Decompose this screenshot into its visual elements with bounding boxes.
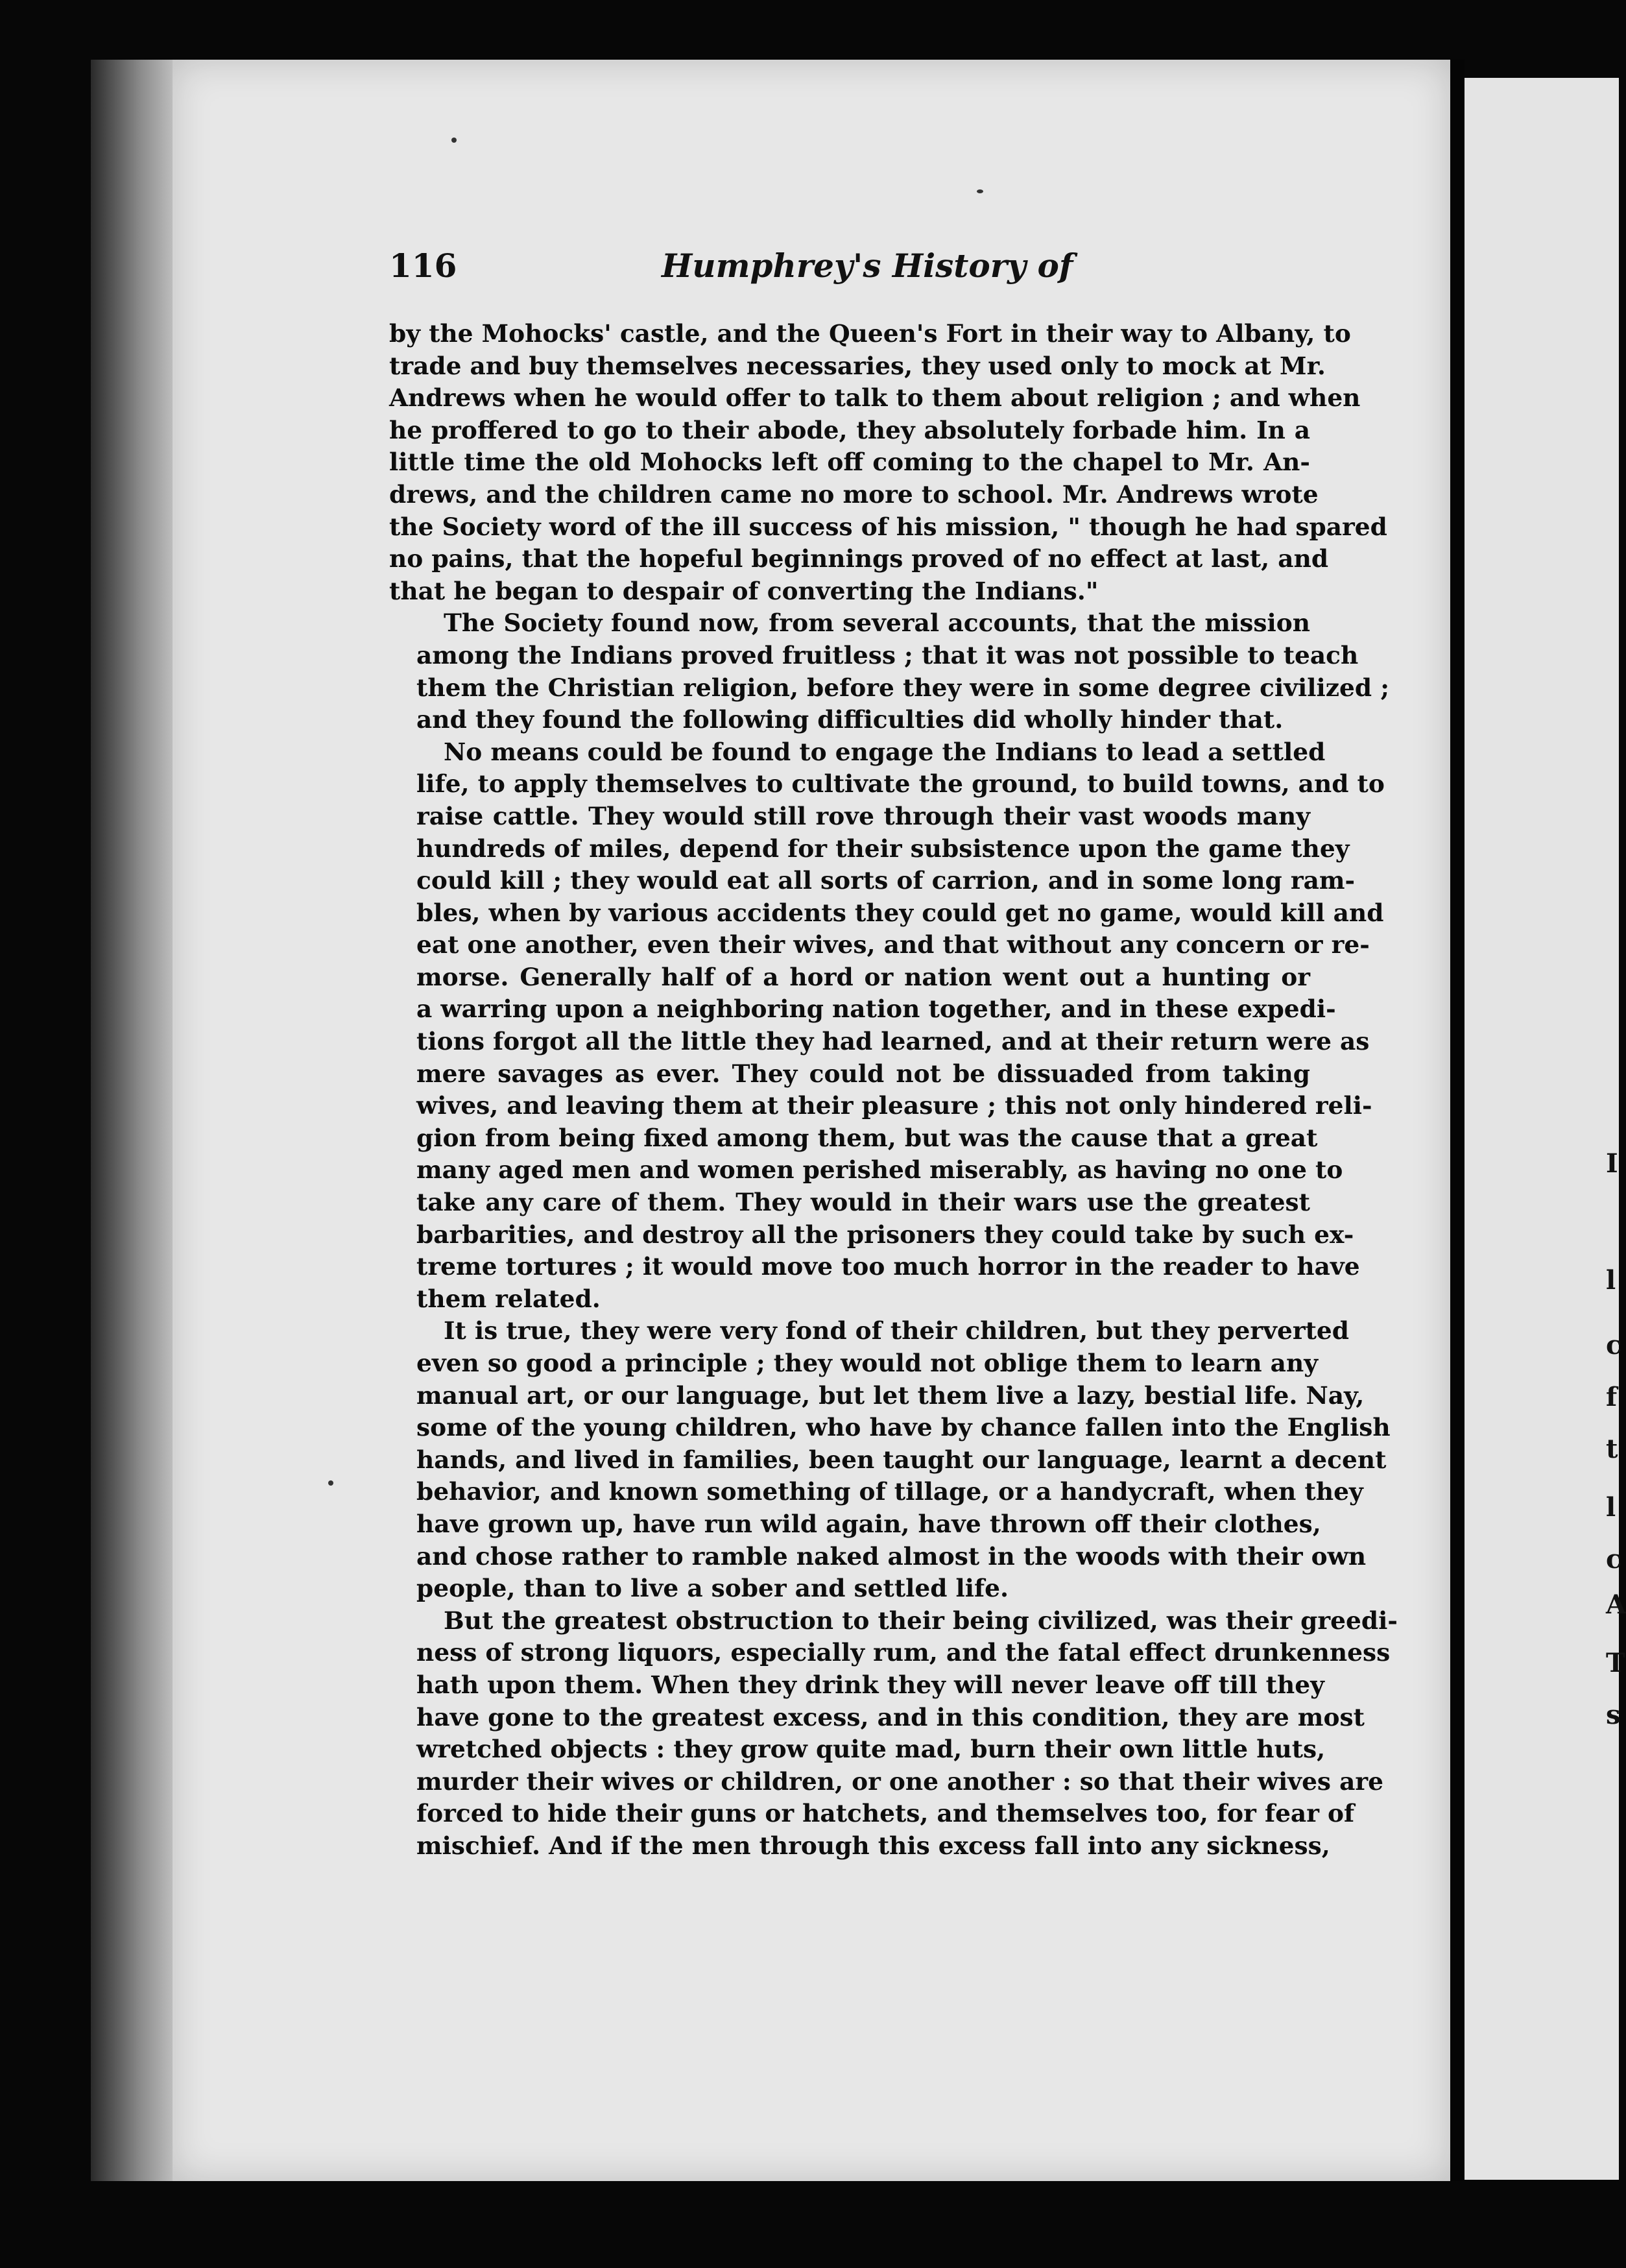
facing-page-fragment: I <box>1606 1148 1618 1179</box>
page-header <box>389 247 1310 298</box>
text-line: barbarities, and destroy all the prisoners they could take by such ex- <box>416 1220 1354 1249</box>
text-line: hundreds of miles, depend for their subsistence upon the game they <box>416 834 1350 863</box>
book-gutter <box>1450 60 1465 2181</box>
text-line: many aged men and women perished miserably, as having no one to <box>416 1155 1343 1185</box>
text-line: some of the young children, who have by chance fallen into the English <box>416 1413 1391 1442</box>
text-line: drews, and the children came no more to school. Mr. Andrews wrote <box>389 479 1319 509</box>
page-number: 116 <box>389 247 457 285</box>
text-line: mere savages as ever. They could not be dissuaded from taking <box>416 1059 1310 1088</box>
facing-page-fragment: s <box>1606 1700 1621 1730</box>
text-line: and chose rather to ramble naked almost in the woods with their own <box>416 1541 1367 1571</box>
text-line: by the Mohocks' castle, and the Queen's Fort in their way to Albany, to <box>389 319 1351 348</box>
text-line: them the Christian religion, before they were in some degree civilized ; <box>416 673 1390 702</box>
text-line: It is true, they were very fond of their children, but they perverted <box>444 1316 1349 1345</box>
facing-page-fragment: f <box>1606 1382 1618 1412</box>
text-line: forced to hide their guns or hatchets, and themselves too, for fear of <box>416 1799 1355 1828</box>
facing-page-fragment: l <box>1606 1265 1616 1296</box>
paragraph <box>389 1605 1398 1863</box>
running-title: Humphrey's History of <box>662 247 1073 285</box>
print-speck <box>451 138 457 143</box>
text-line: have grown up, have run wild again, have thrown off their clothes, <box>416 1509 1321 1538</box>
facing-page <box>1465 78 1626 2180</box>
text-line: Andrews when he would offer to talk to them about religion ; and when <box>389 383 1361 413</box>
facing-page-fragment: c <box>1606 1330 1622 1360</box>
text-line: ness of strong liquors, especially rum, and the fatal effect drunkenness <box>416 1638 1391 1667</box>
text-line: eat one another, even their wives, and that without any concern or re- <box>416 930 1370 959</box>
text-line: But the greatest obstruction to their being civilized, was their greedi- <box>444 1606 1398 1635</box>
text-line: bles, when by various accidents they could get no game, would kill and <box>416 898 1384 927</box>
text-line: the Society word of the ill success of his mission, " though he had spared <box>389 512 1387 541</box>
text-line: morse. Generally half of a hord or nation went out a hunting or <box>416 962 1310 991</box>
text-line: treme tortures ; it would move too much horror in the reader to have <box>416 1252 1360 1281</box>
facing-page-fragment: l <box>1606 1492 1616 1523</box>
text-line: little time the old Mohocks left off coming to the chapel to Mr. An- <box>389 448 1310 477</box>
text-line: life, to apply themselves to cultivate the ground, to build towns, and to <box>416 769 1385 799</box>
text-line: have gone to the greatest excess, and in this condition, they are most <box>416 1702 1365 1731</box>
print-speck <box>328 1480 333 1486</box>
text-line: gion from being fixed among them, but was the cause that a great <box>416 1123 1318 1152</box>
text-line: and they found the following difficulties did wholly hinder that. <box>416 705 1284 734</box>
text-line: among the Indians proved fruitless ; that it was not possible to teach <box>416 640 1359 670</box>
paragraph <box>389 607 1390 736</box>
text-line: murder their wives or children, or one another : so that their wives are <box>416 1767 1384 1796</box>
text-line: them related. <box>416 1284 601 1313</box>
text-line: No means could be found to engage the Indians to lead a settled <box>444 737 1326 766</box>
text-line: could kill ; they would eat all sorts of carrion, and in some long ram- <box>416 866 1356 895</box>
text-line: wives, and leaving them at their pleasure ; this not only hindered reli- <box>416 1091 1372 1120</box>
text-line: tions forgot all the little they had learned, and at their return were as <box>416 1027 1370 1056</box>
text-line: people, than to live a sober and settled life. <box>416 1574 1009 1603</box>
facing-page-fragment: A <box>1606 1589 1626 1620</box>
text-line: manual art, or our language, but let them live a lazy, bestial life. Nay, <box>416 1381 1365 1410</box>
paragraph <box>389 318 1387 607</box>
paragraph <box>389 736 1385 1316</box>
print-speck <box>977 189 983 193</box>
text-line: even so good a principle ; they would not oblige them to learn any <box>416 1349 1319 1377</box>
text-line: raise cattle. They would still rove through their vast woods many <box>416 801 1310 830</box>
text-line: a warring upon a neighboring nation together, and in these expedi- <box>416 995 1336 1024</box>
text-line: behavior, and known something of tillage, or a handycraft, when they <box>416 1477 1363 1506</box>
text-line: mischief. And if the men through this excess fall into any sickness, <box>416 1831 1330 1860</box>
page-left-edge <box>91 60 173 2181</box>
text-line: wretched objects : they grow quite mad, burn their own little huts, <box>416 1735 1326 1764</box>
text-line: hath upon them. When they drink they will never leave off till they <box>416 1670 1324 1699</box>
text-line: no pains, that the hopeful beginnings proved of no effect at last, and <box>389 544 1329 573</box>
text-line: take any care of them. They would in their wars use the greatest <box>416 1188 1310 1217</box>
text-line: trade and buy themselves necessaries, they used only to mock at Mr. <box>389 351 1326 380</box>
facing-page-fragment: T <box>1606 1648 1625 1678</box>
paragraph <box>389 1315 1391 1604</box>
text-line: The Society found now, from several accounts, that the mission <box>444 609 1310 638</box>
facing-page-fragment: c <box>1606 1544 1622 1574</box>
text-line: he proffered to go to their abode, they absolutely forbade him. In a <box>389 415 1310 444</box>
body-text <box>389 318 1398 1863</box>
text-line: hands, and lived in families, been taught our language, learnt a decent <box>416 1445 1387 1474</box>
text-line: that he began to despair of converting the Indians." <box>389 576 1099 605</box>
facing-page-fragment: t <box>1606 1434 1618 1464</box>
